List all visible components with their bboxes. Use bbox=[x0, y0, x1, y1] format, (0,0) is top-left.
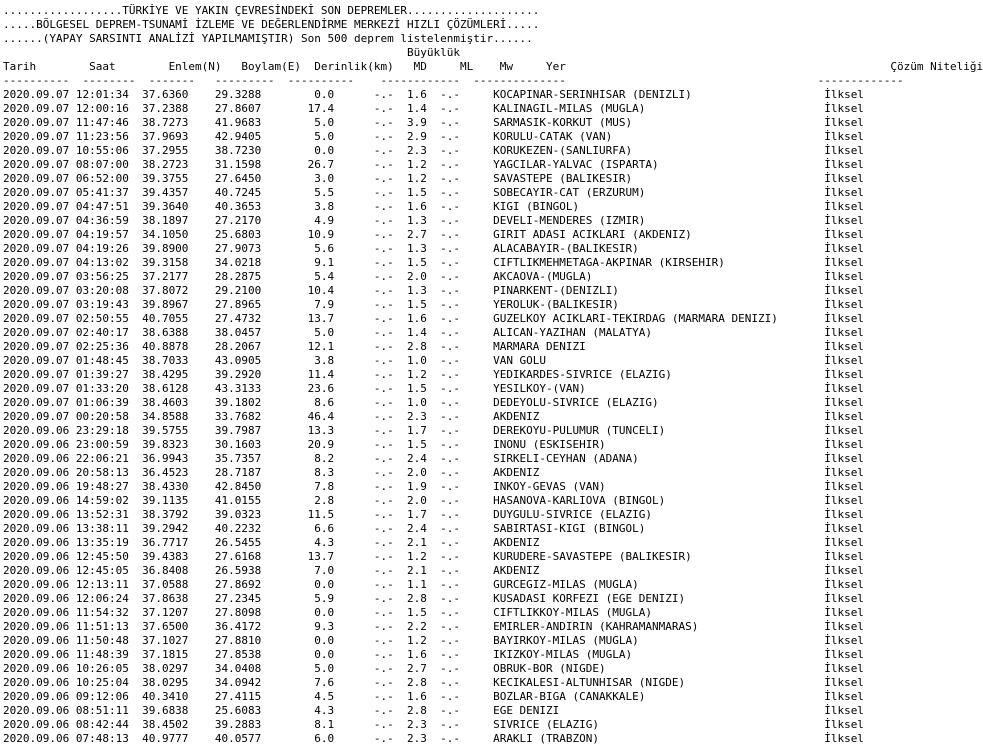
table-row: 2020.09.06 07:48:13 40.9777 40.0577 6.0 -.- 2.3 -.- ARAKLI (TRABZON) İlksel bbox=[3, 732, 864, 745]
table-row: 2020.09.07 04:19:57 34.1050 25.6803 10.9 -.- 2.7 -.- GIRIT ADASI ACIKLARI (AKDENIZ) İlksel bbox=[3, 228, 864, 241]
table-row: 2020.09.07 06:52:00 39.3755 27.6450 3.0 -.- 1.2 -.- SAVASTEPE (BALIKESIR) İlksel bbox=[3, 172, 864, 185]
table-row: 2020.09.06 12:06:24 37.8638 27.2345 5.9 -.- 2.8 -.- KUSADASI KORFEZI (EGE DENIZI) İlksel bbox=[3, 592, 864, 605]
table-row: 2020.09.06 09:12:06 40.3410 27.4115 4.5 -.- 1.6 -.- BOZLAR-BIGA (CANAKKALE) İlksel bbox=[3, 690, 864, 703]
table-row: 2020.09.06 11:54:32 37.1207 27.8098 0.0 -.- 1.5 -.- CIFTLIKKOY-MILAS (MUGLA) İlksel bbox=[3, 606, 864, 619]
table-row: 2020.09.06 10:25:04 38.0295 34.0942 7.6 -.- 2.8 -.- KECIKALESI-ALTUNHISAR (NIGDE) İlksel bbox=[3, 676, 864, 689]
header-line-center: .....BÖLGESEL DEPREM-TSUNAMİ İZLEME VE DEĞERLENDİRME MERKEZİ HIZLI ÇÖZÜMLERİ..... bbox=[3, 18, 540, 31]
header-line-title: ..................TÜRKİYE VE YAKIN ÇEVRESİNDEKİ SON DEPREMLER.................... bbox=[3, 4, 540, 17]
table-row: 2020.09.07 03:20:08 37.8072 29.2100 10.4 -.- 1.3 -.- PINARKENT-(DENIZLI) İlksel bbox=[3, 284, 864, 297]
table-row: 2020.09.07 11:23:56 37.9693 42.9405 5.0 -.- 2.9 -.- KORULU-CATAK (VAN) İlksel bbox=[3, 130, 864, 143]
table-row: 2020.09.07 02:50:55 40.7055 27.4732 13.7 -.- 1.6 -.- GUZELKOY ACIKLARI-TEKIRDAG (MARMARA DENIZI) İlksel bbox=[3, 312, 864, 325]
table-row: 2020.09.06 08:42:44 38.4502 39.2883 8.1 -.- 2.3 -.- SIVRICE (ELAZIG) İlksel bbox=[3, 718, 864, 731]
table-row: 2020.09.06 08:51:11 39.6838 25.6083 4.3 -.- 2.8 -.- EGE DENIZI İlksel bbox=[3, 704, 864, 717]
table-row: 2020.09.07 04:13:02 39.3158 34.0218 9.1 -.- 1.5 -.- CIFTLIKMEHMETAGA-AKPINAR (KIRSEHIR) İlksel bbox=[3, 256, 864, 269]
table-row: 2020.09.06 12:45:50 39.4383 27.6168 13.7 -.- 1.2 -.- KURUDERE-SAVASTEPE (BALIKESIR) İlksel bbox=[3, 550, 864, 563]
table-row: 2020.09.07 11:47:46 38.7273 41.9683 5.0 -.- 3.9 -.- SARMASIK-KORKUT (MUS) İlksel bbox=[3, 116, 864, 129]
table-row: 2020.09.06 13:35:19 36.7717 26.5455 4.3 -.- 2.1 -.- AKDENIZ İlksel bbox=[3, 536, 864, 549]
table-row: 2020.09.06 11:51:13 37.6500 36.4172 9.3 -.- 2.2 -.- EMIRLER-ANDIRIN (KAHRAMANMARAS) İlksel bbox=[3, 620, 864, 633]
header-line-note: ......(YAPAY SARSINTI ANALİZİ YAPILMAMIŞTIR) Son 500 deprem listelenmiştir...... bbox=[3, 32, 533, 45]
table-row: 2020.09.07 04:19:26 39.8900 27.9073 5.6 -.- 1.3 -.- ALACABAYIR-(BALIKESIR) İlksel bbox=[3, 242, 864, 255]
table-row: 2020.09.06 13:52:31 38.3792 39.0323 11.5 -.- 1.7 -.- DUYGULU-SIVRICE (ELAZIG) İlksel bbox=[3, 508, 864, 521]
table-row: 2020.09.07 02:40:17 38.6388 38.0457 5.0 -.- 1.4 -.- ALICAN-YAZIHAN (MALATYA) İlksel bbox=[3, 326, 864, 339]
table-row: 2020.09.06 12:13:11 37.0588 27.8692 0.0 -.- 1.1 -.- GURCEGIZ-MILAS (MUGLA) İlksel bbox=[3, 578, 864, 591]
table-row: 2020.09.06 20:58:13 36.4523 28.7187 8.3 -.- 2.0 -.- AKDENIZ İlksel bbox=[3, 466, 864, 479]
table-row: 2020.09.07 01:06:39 38.4603 39.1802 8.6 -.- 1.0 -.- DEDEYOLU-SIVRICE (ELAZIG) İlksel bbox=[3, 396, 864, 409]
table-row: 2020.09.07 03:19:43 39.8967 27.8965 7.9 -.- 1.5 -.- YEROLUK-(BALIKESIR) İlksel bbox=[3, 298, 864, 311]
column-headers: Tarih Saat Enlem(N) Boylam(E) Derinlik(km) MD ML Mw Yer Çözüm Niteliği bbox=[3, 60, 983, 73]
table-row: 2020.09.07 03:56:25 37.2177 28.2875 5.4 -.- 2.0 -.- AKCAOVA-(MUGLA) İlksel bbox=[3, 270, 864, 283]
table-row: 2020.09.07 00:20:58 34.8588 33.7682 46.4 -.- 2.3 -.- AKDENIZ İlksel bbox=[3, 410, 864, 423]
magnitude-group-header: Büyüklük bbox=[3, 46, 460, 59]
table-row: 2020.09.06 13:38:11 39.2942 40.2232 6.6 -.- 2.4 -.- SABIRTASI-KIGI (BINGOL) İlksel bbox=[3, 522, 864, 535]
table-row: 2020.09.06 23:29:18 39.5755 39.7987 13.3 -.- 1.7 -.- DEREKOYU-PULUMUR (TUNCELI) İlksel bbox=[3, 424, 864, 437]
table-row: 2020.09.06 10:26:05 38.0297 34.0408 5.0 -.- 2.7 -.- OBRUK-BOR (NIGDE) İlksel bbox=[3, 662, 864, 675]
table-row: 2020.09.07 04:36:59 38.1897 27.2170 4.9 -.- 1.3 -.- DEVELI-MENDERES (IZMIR) İlksel bbox=[3, 214, 864, 227]
table-row: 2020.09.06 19:48:27 38.4330 42.8450 7.8 -.- 1.9 -.- INKOY-GEVAS (VAN) İlksel bbox=[3, 480, 864, 493]
table-row: 2020.09.07 02:25:36 40.8878 28.2067 12.1 -.- 2.8 -.- MARMARA DENIZI İlksel bbox=[3, 340, 864, 353]
earthquake-rows bbox=[3, 88, 923, 746]
table-row: 2020.09.06 22:06:21 36.9943 35.7357 8.2 -.- 2.4 -.- SIRKELI-CEYHAN (ADANA) İlksel bbox=[3, 452, 864, 465]
table-row: 2020.09.06 14:59:02 39.1135 41.0155 2.8 -.- 2.0 -.- HASANOVA-KARLIOVA (BINGOL) İlksel bbox=[3, 494, 864, 507]
table-row: 2020.09.07 05:41:37 39.4357 40.7245 5.5 -.- 1.5 -.- SOBECAYIR-CAT (ERZURUM) İlksel bbox=[3, 186, 864, 199]
table-row: 2020.09.07 04:47:51 39.3640 40.3653 3.8 -.- 1.6 -.- KIGI (BINGOL) İlksel bbox=[3, 200, 864, 213]
table-row: 2020.09.07 01:39:27 38.4295 39.2920 11.4 -.- 1.2 -.- YEDIKARDES-SIVRICE (ELAZIG) İlksel bbox=[3, 368, 864, 381]
table-row: 2020.09.06 23:00:59 39.8323 30.1603 20.9 -.- 1.5 -.- INONU (ESKISEHIR) İlksel bbox=[3, 438, 864, 451]
table-row: 2020.09.06 12:45:05 36.8408 26.5938 7.0 -.- 2.1 -.- AKDENIZ İlksel bbox=[3, 564, 864, 577]
table-row: 2020.09.06 11:50:48 37.1027 27.8810 0.0 -.- 1.2 -.- BAYIRKOY-MILAS (MUGLA) İlksel bbox=[3, 634, 864, 647]
table-row: 2020.09.07 01:33:20 38.6128 43.3133 23.6 -.- 1.5 -.- YESILKOY-(VAN) İlksel bbox=[3, 382, 864, 395]
table-row: 2020.09.07 12:01:34 37.6360 29.3288 0.0 -.- 1.6 -.- KOCAPINAR-SERINHISAR (DENIZLI) İlksel bbox=[3, 88, 864, 101]
table-row: 2020.09.07 01:48:45 38.7033 43.0905 3.8 -.- 1.0 -.- VAN GOLU İlksel bbox=[3, 354, 864, 367]
table-row: 2020.09.07 12:00:16 37.2388 27.8607 17.4 -.- 1.4 -.- KALINAGIL-MILAS (MUGLA) İlksel bbox=[3, 102, 864, 115]
table-row: 2020.09.06 11:48:39 37.1815 27.8538 0.0 -.- 1.6 -.- IKIZKOY-MILAS (MUGLA) İlksel bbox=[3, 648, 864, 661]
column-separators: ---------- -------- ------- --------- ---------- ------------ -------------- ------------- bbox=[3, 74, 904, 87]
earthquake-listing bbox=[3, 4, 983, 746]
table-row: 2020.09.07 10:55:06 37.2955 38.7230 0.0 -.- 2.3 -.- KORUKEZEN-(SANLIURFA) İlksel bbox=[3, 144, 864, 157]
table-row: 2020.09.07 08:07:00 38.2723 31.1598 26.7 -.- 1.2 -.- YAGCILAR-YALVAC (ISPARTA) İlksel bbox=[3, 158, 864, 171]
